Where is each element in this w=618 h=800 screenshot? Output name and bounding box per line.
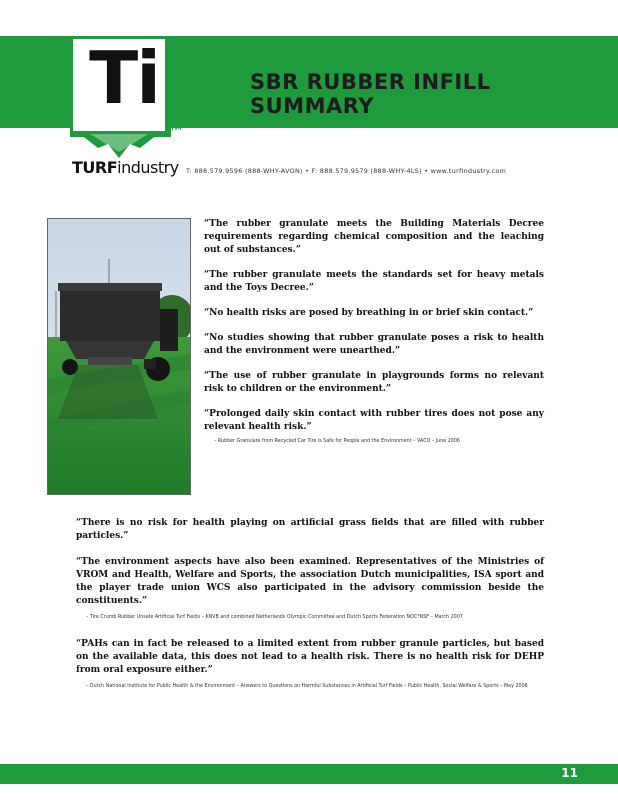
quote-item: “Prolonged daily skin contact with rubber tires does not pose any relevant health risk.” <box>204 409 544 432</box>
quote-item: “PAHs can in fact be released to a limited extent from rubber granule particles, but based on the available data, this does not lead to a health risk. There is no health risk for DEHP from oral exposure either.” <box>76 639 544 675</box>
tractor-photo <box>47 218 191 495</box>
source-citation: – Rubber Granulate from Recycled Car Tire is Safe for People and the Environment – VACO – June 2006 <box>214 439 460 444</box>
brand-prefix: TURF <box>72 158 118 177</box>
quote-item: “The use of rubber granulate in playgrounds forms no relevant risk to children or the environment.” <box>204 371 544 394</box>
wide-quotes-section <box>76 517 544 707</box>
quote-item: “No studies showing that rubber granulate poses a risk to health and the environment were unearthed.” <box>204 333 544 356</box>
quote-item: “The rubber granulate meets the standards set for heavy metals and the Toys Decree.” <box>204 270 544 293</box>
right-quotes-column <box>204 218 544 446</box>
source-citation: – Dutch National Institute for Public Health & the Environment – Answers to Questions on Harmful Substances in Artificial Turf Fields – Public Health, Social Welfare & Sports – May 2006 <box>86 684 528 689</box>
brand-name <box>72 158 179 177</box>
contact-line: T: 888.579.9596 (888-WHY-AVON) • F: 888.579.9579 (888-WHY-4LS) • www.turfindustry.com <box>186 167 507 175</box>
quote-item: “The environment aspects have also been examined. Representatives of the Ministries of VROM and Health, Welfare and Sports, the association Dutch municipalities, ISA sport and the player trade union WCS also participated in the advisory commission beside the constituents.” <box>76 557 544 606</box>
quote-item: “The rubber granulate meets the Building Materials Decree requirements regarding chemical composition and the leaching out of substances.” <box>204 219 544 255</box>
brand-suffix: industry <box>117 158 179 177</box>
page-number: 11 <box>561 766 578 780</box>
page-title: SBR RUBBER INFILL SUMMARY <box>250 70 491 118</box>
footer-green-band <box>0 764 618 784</box>
source-citation: – Tire Crumb Rubber Unsafe Artificial Turf Fields – KNVB and combined Netherlands Olympic Committee and Dutch Sports Federation NOC*NSF – March 2007 <box>86 615 463 620</box>
logo-mark: Ti <box>89 36 159 120</box>
trademark-symbol: TM <box>170 124 182 132</box>
quote-item: “No health risks are posed by breathing in or brief skin contact.” <box>204 308 534 318</box>
quote-item: “There is no risk for health playing on artificial grass fields that are filled with rubber particles.” <box>76 518 544 541</box>
turfindustry-logo <box>70 36 182 158</box>
